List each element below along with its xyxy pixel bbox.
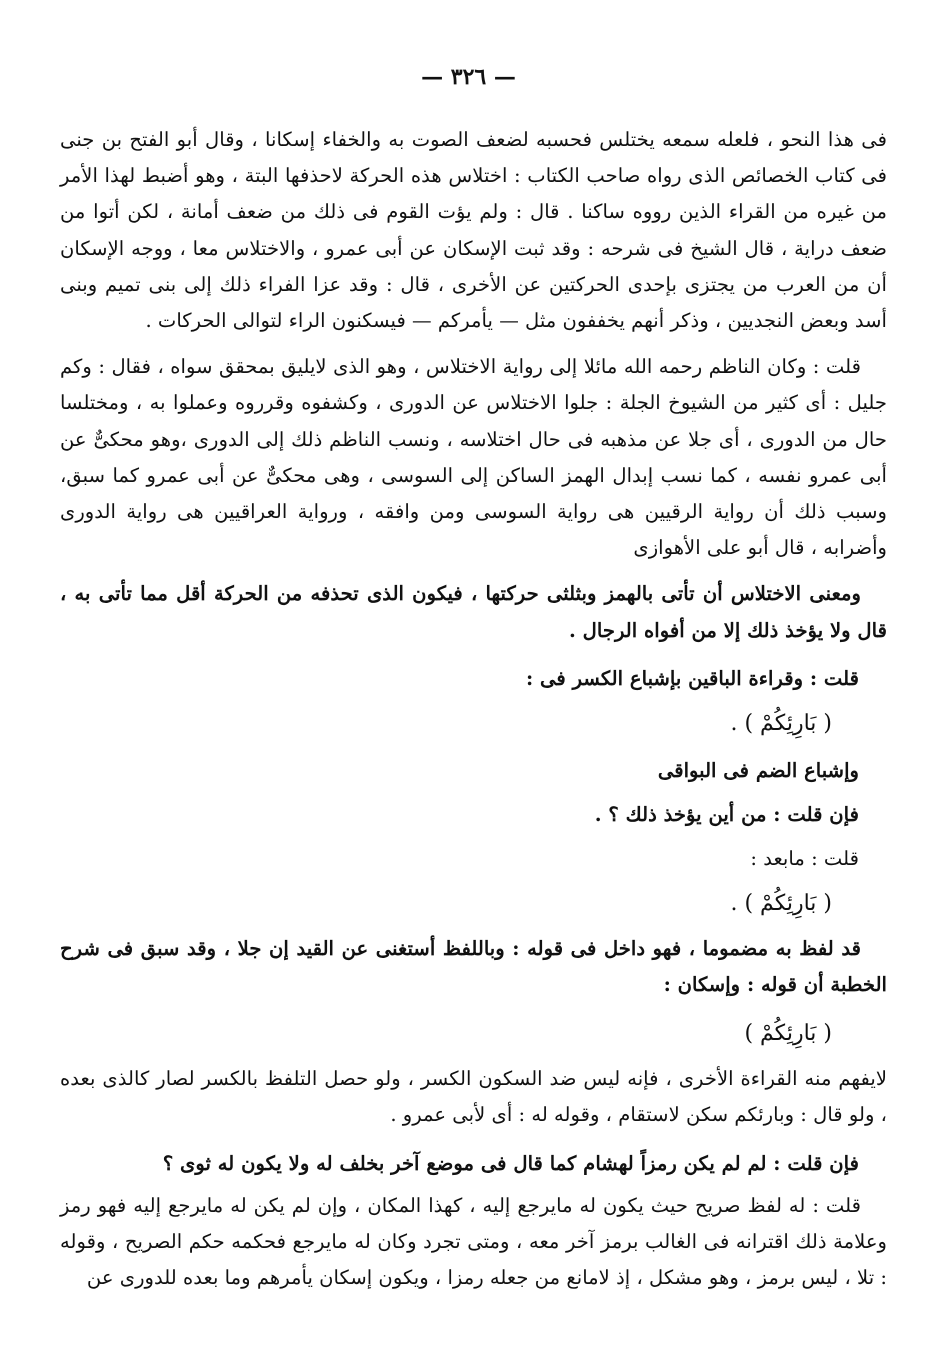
paragraph-6: قلت : له لفظ صريح حيث يكون له مايرجع إليه ، كهذا المكان ، وإن لم يكن له مايرجع إليه فهو رمز وعلامة ذلك اقترانه فى الغالب برمز آخر معه ، ومتى تجرد وكان له مايرجع فحكمه حكم الصريح ، وقوله : تلا ، ليس برمز ، وهو مشكل ، إذ لامانع من جعله رمزا ، ويكون إسكان يأمرهم وما بعده للدورى عن xyxy=(60,1193,887,1290)
heading-qult-2: قلت : مابعد : xyxy=(750,846,859,870)
paragraph-5: لايفهم منه القراءة الأخرى ، فإنه ليس ضد السكون الكسر ، ولو حصل التلفظ بالكسر لصار كالذى بعده ، ولو قال : وبارئكم سكن لاستقام ، وقوله له : أى لأبى عمرو . xyxy=(60,1067,887,1127)
page-number: — ٣٢٦ — xyxy=(421,64,516,90)
heading-question-1: فإن قلت : من أين يؤخذ ذلك ؟ . xyxy=(594,802,859,826)
quran-phrase-3: ( بَارِئِكُمْ ) xyxy=(744,1021,832,1047)
paragraph-2: قلت : وكان الناظم رحمه الله مائلا إلى رواية الاختلاس ، وهو الذى لايليق بمحقق سواه ، فقال : وكم جليل : أى كثير من الشيوخ الجلة : جلوا الاختلاس عن الدورى ، وكشفوه وقرروه وعملوا به ، ومختلسا حال من الدورى ، أى جلا عن مذهبه فى حال اختلاسه ، ونسب الناظم ذلك إلى الدورى ،وهو محكىٌّ عن أبى عمرو نفسه ، كما نسب إبدال الهمز الساكن إلى السوسى ، وهى محكىٌّ عن أبى عمرو كما سبق، وسبب ذلك أن رواية الرقيين هى رواية السوسى ومن وافقه ، ورواية العراقيين هى رواية الدورى وأضرابه ، قال أبو على الأهوازى xyxy=(60,355,887,560)
paragraph-1: فى هذا النحو ، فلعله سمعه يختلس فحسبه لضعف الصوت به والخفاء إسكانا ، وقال أبو الفتح بن جنى فى كتاب الخصائص الذى رواه صاحب الكتاب : اختلاس هذه الحركة لاحذفها البتة ، وهو أضبط لهذا الأمر من غيره من القراء الذين رووه ساكنا . قال : ولم يؤت القوم فى ذلك من ضعف أمانة ، لكن أتوا من ضعف دراية ، قال الشيخ فى شرحه : وقد ثبت الإسكان عن أبى عمرو ، والاختلاس معا ، ووجه الإسكان أن من العرب من يجتزى بإحدى الحركتين عن الأخرى ، قال : وقد عزا الفراء ذلك إلى بنى تميم وبنى أسد وبعض النجديين ، وذكر أنهم يخففون مثل — يأمركم — فيسكنون الراء لتوالى الحركات . xyxy=(60,128,887,333)
quran-phrase-2: ( بَارِئِكُمْ ) . xyxy=(730,890,832,916)
heading-ishba: وإشباع الضم فى البواقى xyxy=(657,758,859,782)
heading-question-2: فإن قلت : لم لم يكن رمزاً لهشام كما قال فى موضع آخر بخلف له ولا يكون له ثوى ؟ xyxy=(162,1151,859,1175)
heading-qult-1: قلت : وقراءة الباقين بإشباع الكسر فى : xyxy=(526,666,859,690)
paragraph-4: قد لفظ به مضموما ، فهو داخل فى قوله : وباللفظ أستغنى عن القيد إن جلا ، وقد سبق فى شرح الخطبة أن قوله : وإسكان : xyxy=(60,936,887,997)
paragraph-3: ومعنى الاختلاس أن تأتى بالهمز وبثلثى حركتها ، فيكون الذى تحذفه من الحركة أقل مما تأتى به ، قال ولا يؤخذ ذلك إلا من أفواه الرجال . xyxy=(60,582,887,642)
page-body xyxy=(60,122,887,1306)
quran-phrase-1: ( بَارِئِكُمْ ) . xyxy=(730,710,832,736)
